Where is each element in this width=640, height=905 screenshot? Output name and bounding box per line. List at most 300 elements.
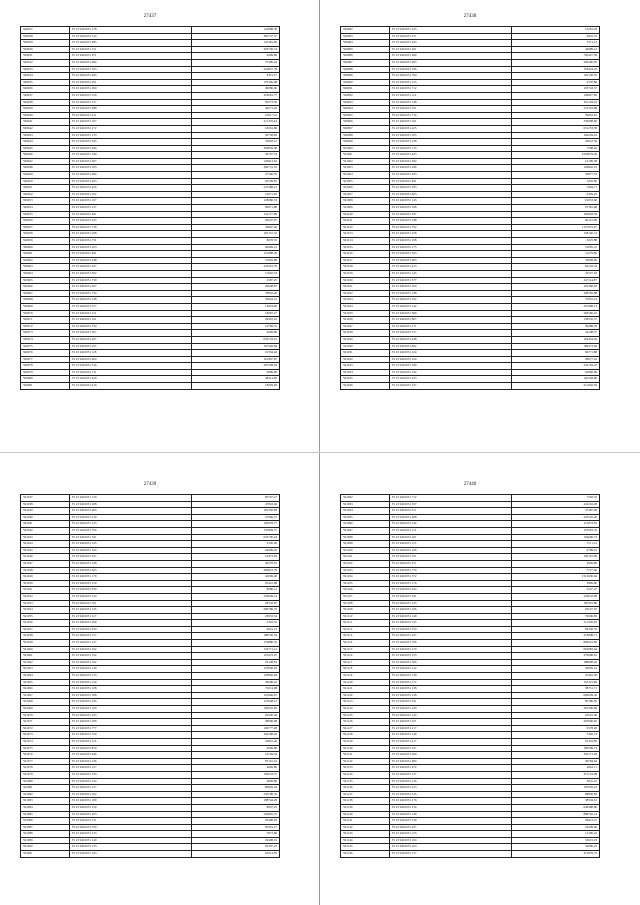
account-number-cell: 35 23 0410031 130: [69, 495, 191, 502]
amount-cell: 10917,41: [192, 112, 280, 119]
table-row: [341, 40, 600, 47]
amount-cell: 95441,89: [192, 580, 280, 587]
amount-cell: 16782,31: [192, 323, 280, 330]
amount-cell: 36877,53: [512, 172, 600, 179]
amount-cell: 72614,98: [192, 686, 280, 693]
record-id-cell: 591105: [341, 580, 390, 587]
account-number-cell: 35 23 0410031 308: [69, 692, 191, 699]
record-id-cell: 590974: [21, 336, 70, 343]
record-id-cell: 590955: [21, 211, 70, 218]
account-number-cell: 35 23 0410031 218: [389, 692, 511, 699]
amount-cell: 160978,77: [192, 521, 280, 528]
record-id-cell: 591086: [21, 818, 70, 825]
amount-cell: 199455,82: [192, 706, 280, 713]
record-id-cell: 591011: [341, 218, 390, 225]
amount-cell: 4707,86: [512, 79, 600, 86]
table-row: [21, 218, 280, 225]
table-row: [341, 514, 600, 521]
account-number-cell: 35 23 0410031 167: [389, 745, 511, 752]
record-id-cell: 591015: [341, 244, 390, 251]
account-number-cell: 35 23 0410031 198: [389, 290, 511, 297]
account-number-cell: 35 23 0410031 100: [389, 284, 511, 291]
account-number-cell: 35 23 0410031 777: [69, 725, 191, 732]
account-number-cell: 35 23 0410031 137: [389, 851, 511, 858]
record-id-cell: 591039: [21, 508, 70, 515]
account-number-cell: 35 23 0410031 223: [389, 376, 511, 383]
table-row: [21, 73, 280, 80]
account-number-cell: 35 23 0410031 208: [69, 501, 191, 508]
account-number-cell: 35 23 0410031 700: [389, 73, 511, 80]
account-number-cell: 35 23 0410031 176: [389, 580, 511, 587]
amount-cell: 8115,37: [192, 73, 280, 80]
amount-cell: 85186,92: [512, 699, 600, 706]
amount-cell: 6578,20: [512, 725, 600, 732]
amount-cell: 3711,12: [512, 40, 600, 47]
table-row: [341, 27, 600, 34]
table-row: [21, 251, 280, 258]
table-row: [341, 765, 600, 772]
table-row: [341, 508, 600, 515]
table-row: [341, 547, 600, 554]
table-row: [341, 798, 600, 805]
table-row: [21, 376, 280, 383]
record-id-cell: 590999: [341, 139, 390, 146]
amount-cell: 60141,09: [512, 218, 600, 225]
account-number-cell: 35 23 0410031 071: [69, 53, 191, 60]
table-row: [21, 738, 280, 745]
amount-cell: 236649,14: [192, 593, 280, 600]
amount-cell: 224857,78: [192, 66, 280, 73]
table-row: [341, 132, 600, 139]
account-number-cell: 35 23 0410031 448: [389, 336, 511, 343]
amount-cell: 125381,69: [192, 40, 280, 47]
record-id-cell: 591091: [21, 851, 70, 858]
account-number-cell: 35 23 0410031 238: [389, 139, 511, 146]
account-number-cell: 35 23 0410031 124: [389, 356, 511, 363]
table-row: [21, 383, 280, 390]
table-row: [21, 132, 280, 139]
account-number-cell: 35 23 0410031 094: [69, 172, 191, 179]
account-number-cell: 35 23 0410031 403: [389, 191, 511, 198]
record-id-cell: 590956: [21, 218, 70, 225]
account-number-cell: 35 23 0410031 015: [69, 218, 191, 225]
record-id-cell: 591128: [341, 732, 390, 739]
account-number-cell: 35 23 0410031 271: [389, 560, 511, 567]
account-number-cell: 35 23 0410031 284: [389, 758, 511, 765]
amount-cell: 382737,37: [192, 33, 280, 40]
record-id-cell: 591005: [341, 178, 390, 185]
account-number-cell: 35 23 0410031 465: [69, 73, 191, 80]
account-number-cell: 35 23 0410031 150: [69, 732, 191, 739]
account-number-cell: 35 23 0410031 127: [69, 640, 191, 647]
account-number-cell: 35 23 0410031 003: [389, 257, 511, 264]
account-number-cell: 35 23 0410031 416: [69, 383, 191, 390]
account-number-cell: 35 23 0410031 149: [389, 811, 511, 818]
amount-cell: 16704,34: [192, 752, 280, 759]
record-id-cell: 591026: [341, 317, 390, 324]
amount-cell: 24591,06: [512, 712, 600, 719]
record-id-cell: 591072: [21, 725, 70, 732]
amount-cell: 2429,25: [512, 191, 600, 198]
table-row: [21, 145, 280, 152]
record-id-cell: 591001: [341, 152, 390, 159]
amount-cell: 16281,03: [512, 27, 600, 34]
amount-cell: 151088,29: [192, 251, 280, 258]
records-table: [20, 494, 280, 858]
table-row: [341, 653, 600, 660]
record-id-cell: 591018: [341, 264, 390, 271]
account-number-cell: 35 23 0410031 159: [69, 804, 191, 811]
amount-cell: 165115,99: [512, 679, 600, 686]
table-row: [21, 607, 280, 614]
account-number-cell: 35 23 0410031 138: [389, 686, 511, 693]
record-id-cell: 591051: [21, 587, 70, 594]
record-id-cell: 590948: [21, 165, 70, 172]
account-number-cell: 35 23 0410031 650: [69, 86, 191, 93]
table-row: [341, 59, 600, 66]
record-id-cell: 590960: [21, 244, 70, 251]
amount-cell: 2587,25: [192, 277, 280, 284]
table-row: [21, 244, 280, 251]
account-number-cell: 35 23 0410031 219: [69, 514, 191, 521]
record-id-cell: 591017: [341, 257, 390, 264]
table-row: [21, 59, 280, 66]
amount-cell: 14071,65: [192, 191, 280, 198]
record-id-cell: 591069: [21, 706, 70, 713]
records-table: [20, 26, 280, 390]
record-id-cell: 590965: [21, 277, 70, 284]
account-number-cell: 35 23 0410031 567: [69, 330, 191, 337]
account-number-cell: 35 23 0410031 807: [389, 317, 511, 324]
record-id-cell: 590986: [341, 53, 390, 60]
amount-cell: 78832,26: [192, 290, 280, 297]
table-row: [341, 725, 600, 732]
table-row: [341, 112, 600, 119]
record-id-cell: 590994: [341, 106, 390, 113]
record-id-cell: 591076: [21, 752, 70, 759]
amount-cell: 29922,81: [192, 317, 280, 324]
amount-cell: 189589,73: [512, 745, 600, 752]
record-id-cell: 591093: [341, 501, 390, 508]
record-id-cell: 591082: [21, 791, 70, 798]
account-number-cell: 35 23 0410031 145: [389, 791, 511, 798]
record-id-cell: 591002: [341, 158, 390, 165]
account-number-cell: 35 23 0410031 511: [69, 818, 191, 825]
record-id-cell: 590973: [21, 330, 70, 337]
record-id-cell: 590976: [21, 350, 70, 357]
account-number-cell: 35 23 0410031 472: [389, 765, 511, 772]
record-id-cell: 591023: [341, 297, 390, 304]
table-row: [341, 178, 600, 185]
account-number-cell: 35 23 0410031 207: [69, 336, 191, 343]
record-id-cell: 590983: [341, 33, 390, 40]
record-id-cell: 591029: [341, 336, 390, 343]
amount-cell: 75396,24: [192, 59, 280, 66]
table-row: [21, 231, 280, 238]
account-number-cell: 35 23 0410031 461: [69, 211, 191, 218]
record-id-cell: 590996: [341, 119, 390, 126]
record-id-cell: 591108: [341, 600, 390, 607]
record-id-cell: 591042: [21, 527, 70, 534]
account-number-cell: 35 23 0410031 377: [389, 277, 511, 284]
table-row: [341, 356, 600, 363]
amount-cell: 809041,85: [512, 640, 600, 647]
record-id-cell: 590938: [21, 99, 70, 106]
amount-cell: 39488,78: [512, 323, 600, 330]
record-id-cell: 591055: [21, 613, 70, 620]
amount-cell: 176880,76: [192, 640, 280, 647]
amount-cell: 59061,61: [512, 112, 600, 119]
account-number-cell: 35 23 0410031 112: [389, 527, 511, 534]
record-id-cell: 591063: [21, 666, 70, 673]
account-number-cell: 35 23 0410031 314: [69, 33, 191, 40]
record-id-cell: 590980: [21, 376, 70, 383]
account-number-cell: 35 23 0410031 379: [69, 824, 191, 831]
account-number-cell: 35 23 0410031 175: [389, 244, 511, 251]
record-id-cell: 590992: [341, 92, 390, 99]
record-id-cell: 591045: [21, 547, 70, 554]
record-id-cell: 591089: [21, 837, 70, 844]
amount-cell: 96771,88: [512, 350, 600, 357]
amount-cell: 34108,37: [512, 330, 600, 337]
record-id-cell: 591084: [21, 804, 70, 811]
record-id-cell: 591016: [341, 251, 390, 258]
record-id-cell: 591088: [21, 831, 70, 838]
table-row: [21, 725, 280, 732]
records-table: [340, 494, 600, 858]
account-number-cell: 35 23 0410031 152: [69, 653, 191, 660]
amount-cell: 3711,12: [512, 541, 600, 548]
table-row: [21, 224, 280, 231]
amount-cell: 6641,21: [192, 626, 280, 633]
table-row: [21, 158, 280, 165]
table-row: [21, 33, 280, 40]
record-id-cell: 591103: [341, 567, 390, 574]
record-id-cell: 591078: [21, 765, 70, 772]
account-number-cell: 35 23 0410031 192: [389, 369, 511, 376]
record-id-cell: 591109: [341, 607, 390, 614]
amount-cell: 3392,13: [512, 732, 600, 739]
amount-cell: 63866,96: [512, 369, 600, 376]
account-number-cell: 35 23 0410031 045: [69, 139, 191, 146]
account-number-cell: 35 23 0410031 145: [389, 270, 511, 277]
amount-cell: 23148,81: [192, 659, 280, 666]
table-row: [341, 626, 600, 633]
record-id-cell: 590962: [21, 257, 70, 264]
amount-cell: 205060,65: [512, 719, 600, 726]
record-id-cell: 591106: [341, 587, 390, 594]
amount-cell: 84356,33: [512, 626, 600, 633]
amount-cell: 511592,65: [512, 620, 600, 627]
record-id-cell: 591048: [21, 567, 70, 574]
record-id-cell: 590969: [21, 303, 70, 310]
record-id-cell: 590957: [21, 224, 70, 231]
record-id-cell: 591075: [21, 745, 70, 752]
table-row: [341, 165, 600, 172]
record-id-cell: 591107: [341, 593, 390, 600]
amount-cell: 2316,52: [192, 620, 280, 627]
account-number-cell: 35 23 0410031 113: [389, 541, 511, 548]
table-row: [341, 527, 600, 534]
table-row: [341, 172, 600, 179]
record-id-cell: 591032: [341, 356, 390, 363]
record-id-cell: 591059: [21, 640, 70, 647]
amount-cell: 586786,76: [192, 607, 280, 614]
amount-cell: 4669,80: [192, 765, 280, 772]
record-id-cell: 590985: [341, 46, 390, 53]
account-number-cell: 35 23 0410031 448: [69, 257, 191, 264]
account-number-cell: 35 23 0410031 140: [69, 837, 191, 844]
table-row: [21, 811, 280, 818]
record-id-cell: 590959: [21, 238, 70, 245]
account-number-cell: 35 23 0410031 357: [389, 501, 511, 508]
record-id-cell: 591117: [341, 659, 390, 666]
account-number-cell: 35 23 0410031 101: [389, 534, 511, 541]
record-id-cell: 591025: [341, 310, 390, 317]
amount-cell: 34867,40: [192, 224, 280, 231]
page-number-title: 27439: [143, 482, 157, 487]
account-number-cell: 35 23 0410031 104: [389, 837, 511, 844]
amount-cell: 376088,81: [512, 653, 600, 660]
amount-cell: 230798,35: [192, 791, 280, 798]
account-number-cell: 35 23 0410031 161: [69, 317, 191, 324]
table-row: [341, 851, 600, 858]
amount-cell: 312878,72: [512, 851, 600, 858]
record-id-cell: 591112: [341, 626, 390, 633]
record-id-cell: 590979: [21, 369, 70, 376]
account-number-cell: 35 23 0410031 131: [69, 369, 191, 376]
table-row: [341, 277, 600, 284]
record-id-cell: 591121: [341, 686, 390, 693]
account-number-cell: 35 23 0410031 163: [69, 165, 191, 172]
amount-cell: 123938,63: [192, 666, 280, 673]
amount-cell: 4669,80: [192, 53, 280, 60]
account-number-cell: 35 23 0410031 316: [69, 363, 191, 370]
amount-cell: 24209,90: [512, 824, 600, 831]
record-id-cell: 591058: [21, 633, 70, 640]
record-id-cell: 590991: [341, 86, 390, 93]
record-id-cell: 591098: [341, 534, 390, 541]
amount-cell: 336998,66: [512, 119, 600, 126]
record-id-cell: 590941: [21, 119, 70, 126]
account-number-cell: 35 23 0410031 118: [69, 350, 191, 357]
amount-cell: 76006,85: [512, 613, 600, 620]
account-number-cell: 35 23 0410031 150: [69, 580, 191, 587]
record-id-cell: 591145: [341, 844, 390, 851]
account-number-cell: 35 23 0410031 237: [389, 383, 511, 390]
account-number-cell: 35 23 0410031 237: [69, 205, 191, 212]
account-number-cell: 35 23 0410031 731: [69, 238, 191, 245]
table-row: [21, 106, 280, 113]
table-row: [21, 369, 280, 376]
record-id-cell: 590961: [21, 251, 70, 258]
account-number-cell: 35 23 0410031 261: [389, 46, 511, 53]
table-row: [21, 560, 280, 567]
record-id-cell: 590951: [21, 185, 70, 192]
amount-cell: 105101,32: [192, 231, 280, 238]
record-id-cell: 591034: [341, 369, 390, 376]
amount-cell: 64163,34: [512, 264, 600, 271]
account-number-cell: 35 23 0410031 417: [389, 738, 511, 745]
record-id-cell: 590964: [21, 270, 70, 277]
table-row: [341, 152, 600, 159]
account-number-cell: 35 23 0410031 429: [69, 376, 191, 383]
amount-cell: 226032,99: [512, 593, 600, 600]
amount-cell: 247498,12: [192, 185, 280, 192]
account-number-cell: 35 23 0410031 870: [69, 745, 191, 752]
amount-cell: 6952,33: [512, 33, 600, 40]
record-id-cell: 591036: [341, 383, 390, 390]
account-number-cell: 35 23 0410031 716: [389, 112, 511, 119]
table-row: [21, 284, 280, 291]
record-id-cell: 590939: [21, 106, 70, 113]
account-number-cell: 35 23 0410031 451: [69, 79, 191, 86]
table-row: [341, 554, 600, 561]
record-id-cell: 591068: [21, 699, 70, 706]
table-row: [341, 369, 600, 376]
table-row: [341, 620, 600, 627]
table-row: [21, 119, 280, 126]
table-row: [341, 567, 600, 574]
record-id-cell: 591129: [341, 738, 390, 745]
record-id-cell: 590954: [21, 205, 70, 212]
record-id-cell: 591146: [341, 851, 390, 858]
amount-cell: 1512636,64: [512, 574, 600, 581]
table-row: [21, 172, 280, 179]
table-row: [21, 27, 280, 34]
record-id-cell: 590930: [21, 46, 70, 53]
amount-cell: 699659,36: [512, 692, 600, 699]
record-id-cell: 590990: [341, 79, 390, 86]
account-number-cell: 35 23 0410031 496: [69, 752, 191, 759]
record-id-cell: 590984: [341, 40, 390, 47]
table-row: [21, 824, 280, 831]
amount-cell: 16473,63: [192, 554, 280, 561]
record-id-cell: 591143: [341, 831, 390, 838]
account-number-cell: 35 23 0410031 377: [69, 303, 191, 310]
record-id-cell: 591053: [21, 600, 70, 607]
table-row: [341, 198, 600, 205]
amount-cell: 2343879,30: [512, 152, 600, 159]
record-id-cell: 591079: [21, 771, 70, 778]
amount-cell: 274103,88: [512, 106, 600, 113]
record-id-cell: 591021: [341, 284, 390, 291]
account-number-cell: 35 23 0410031 496: [69, 145, 191, 152]
amount-cell: 633733,61: [192, 336, 280, 343]
record-id-cell: 591083: [21, 798, 70, 805]
table-row: [341, 185, 600, 192]
amount-cell: 39600,16: [192, 679, 280, 686]
amount-cell: 104842,19: [512, 165, 600, 172]
amount-cell: 37001,14: [512, 297, 600, 304]
table-row: [341, 376, 600, 383]
table-row: [21, 310, 280, 317]
account-number-cell: 35 23 0410031 485: [69, 40, 191, 47]
table-row: [21, 679, 280, 686]
amount-cell: 469823,79: [192, 567, 280, 574]
amount-cell: 59373,50: [192, 99, 280, 106]
account-number-cell: 35 23 0410031 225: [389, 125, 511, 132]
record-id-cell: 591077: [21, 758, 70, 765]
account-number-cell: 35 23 0410031 314: [69, 593, 191, 600]
account-number-cell: 35 23 0410031 163: [69, 851, 191, 858]
account-number-cell: 35 23 0410031 191: [389, 699, 511, 706]
record-id-cell: 591133: [341, 765, 390, 772]
table-row: [341, 257, 600, 264]
table-row: [21, 99, 280, 106]
record-id-cell: 591115: [341, 646, 390, 653]
table-row: [341, 574, 600, 581]
